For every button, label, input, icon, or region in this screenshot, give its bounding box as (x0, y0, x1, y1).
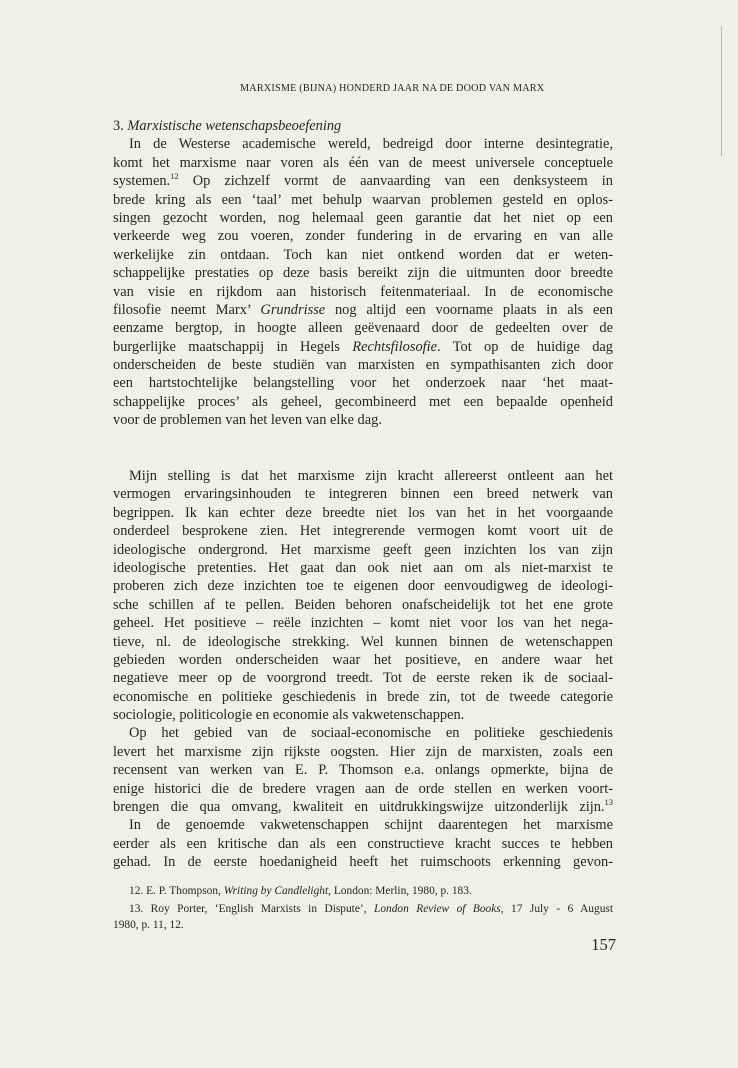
text-line (113, 172, 613, 190)
text-run: . Tot op de huidige dag (437, 338, 613, 355)
footnote-ref-13: 13 (604, 797, 613, 808)
text-line: Op het gebied van de sociaal-economische en politieke geschiedenis (129, 725, 613, 742)
page-number: 157 (591, 935, 616, 954)
text-line: komt het marxisme naar voren als één van de meest universele conceptuele (113, 154, 613, 171)
paragraph-4 (113, 816, 613, 871)
text-run: London: Merlin, 1980, p. 183. (331, 885, 472, 897)
text-line: economische en politieke geschiedenis in brede zin, tot de tweede categorie (113, 688, 613, 705)
footnote-line (113, 884, 613, 900)
footnote-ref-12: 12 (170, 171, 179, 182)
text-line: eerder als een kritische dan als een constructieve kracht succes te hebben (113, 835, 613, 852)
text-run: Op zichzelf vormt de aanvaarding van een denksysteem in (178, 173, 613, 190)
text-line: eenzame bergtop, in hoogte alleen geëvenaard door de gedeelten over de (113, 320, 613, 337)
italic-title: Writing by Candlelight, (223, 885, 331, 897)
text-line: gebieden worden onderscheiden waar het positieve, en andere waar het (113, 651, 613, 668)
text-line: begrippen. Ik kan echter deze breedte niet los van het in het voorgaande (113, 504, 613, 521)
section-number: 3. (113, 118, 124, 134)
text-line: schappelijke prestaties op deze basis bereikt zijn die uitmunten door breedte (113, 265, 613, 282)
text-line: een hartstochtelijke belangstelling voor het onderzoek naar ‘het maat- (113, 375, 613, 392)
text-line: werkelijke zin ontdaan. Toch kan niet ontkend worden dat er weten- (113, 246, 613, 263)
text-line: brede kring als een ‘taal’ met behulp waarvan problemen gesteld en oplos- (113, 191, 613, 208)
page-edge-line (721, 26, 722, 156)
text-run: filosofie neemt Marx’ (113, 301, 261, 318)
text-line (113, 301, 613, 319)
paragraph-1 (113, 135, 613, 429)
text-line: voor de problemen van het leven van elke dag. (113, 412, 382, 429)
text-run: , 17 July - 6 August (500, 902, 613, 915)
footnote-line: 1980, p. 11, 12. (113, 918, 184, 931)
text-line: levert het marxisme zijn rijkste oogsten. Hier zijn de marxisten, zoals een (113, 743, 613, 760)
text-line: schappelijke proces’ als geheel, gecombineerd met een bepaalde openheid (113, 393, 613, 410)
text-line: negatieve meer op de voorgrond treedt. Tot de eerste reken ik de sociaal- (113, 670, 613, 687)
text-line: onderdeel besprokene zien. Het integrerende vermogen komt voort uit de (113, 523, 613, 540)
paragraph-2 (113, 467, 613, 724)
text-line: ideologische ondergrond. Het marxisme geeft geen inzichten los van zijn (113, 541, 613, 558)
text-line: enige historici die de bredere vragen aan de orde stellen en werken voort- (113, 780, 613, 797)
footnotes (113, 884, 613, 935)
text-line: recensent van werken van E. P. Thomson e.a. onlangs opmerkte, bijna de (113, 762, 613, 779)
text-line: Mijn stelling is dat het marxisme zijn kracht allereerst ontleent aan het (129, 468, 613, 484)
section-heading (113, 117, 613, 135)
text-run: brengen die qua omvang, kwaliteit en uitdrukkingswijze uitzonderlijk zijn. (113, 799, 605, 816)
text-line: gehad. In de eerste hoedanigheid heeft het ruimschoots erkenning gevon- (113, 854, 613, 871)
footnote-line (113, 902, 613, 918)
italic-title: Rechtsfilosofie (352, 338, 438, 355)
paragraph-3 (113, 724, 613, 816)
text-line: tieve, nl. de ideologische strekking. Wel kunnen binnen de wetenschappen (113, 633, 613, 650)
text-run: nog altijd een voorname plaats in als een (325, 301, 613, 318)
text-run: 13. Roy Porter, ‘English Marxists in Dispute’, (129, 902, 374, 915)
text-line: van visie en rijkdom aan historisch feitenmateriaal. In de economische (113, 283, 613, 300)
text-run: burgerlijke maatschappij in Hegels (113, 338, 353, 355)
text-line: ideologische pretenties. Het gaat dan ook niet aan om als niet-marxist te (113, 559, 613, 576)
text-line: singen gezocht worden, nog helemaal geen garantie dat het niet op een (113, 209, 613, 226)
text-run: systemen. (113, 173, 171, 190)
section-body (113, 117, 613, 430)
text-line: proberen zich deze inzichten toe te eigenen door eenvoudigweg de ideologi- (113, 578, 613, 595)
text-line: geheel. Het positieve – reële inzichten – komt niet voor los van het nega- (113, 615, 613, 632)
text-line: vermogen ervaringsinhouden te integreren binnen een breed netwerk van (113, 486, 613, 503)
text-line: onderscheiden de beste studiën van marxisten en sympathisanten zich door (113, 357, 613, 374)
running-head: MARXISME (BIJNA) HONDERD JAAR NA DE DOOD VAN MARX (240, 83, 545, 94)
text-line: In de genoemde vakwetenschappen schijnt daarentegen het marxisme (129, 817, 613, 834)
text-line: sche schillen af te pellen. Beiden behoren onafscheidelijk tot het ene grote (113, 596, 613, 613)
italic-title: London Review of Books (374, 902, 501, 915)
text-line: verkeerde weg zou voeren, zonder fundering in de ervaring en van alle (113, 228, 613, 245)
text-line: In de Westerse academische wereld, bedreigd door interne desintegratie, (129, 136, 613, 153)
footnote-13 (113, 902, 613, 934)
italic-title: Grundrisse (260, 301, 326, 318)
text-line (113, 798, 613, 816)
text-line (113, 338, 613, 356)
footnote-12 (113, 884, 613, 900)
section-title: Marxistische wetenschapsbeoefening (127, 118, 342, 134)
text-run: 12. E. P. Thompson, (129, 885, 224, 897)
main-body (113, 467, 613, 872)
text-line: sociologie, politicologie en economie als vakwetenschappen. (113, 707, 465, 724)
